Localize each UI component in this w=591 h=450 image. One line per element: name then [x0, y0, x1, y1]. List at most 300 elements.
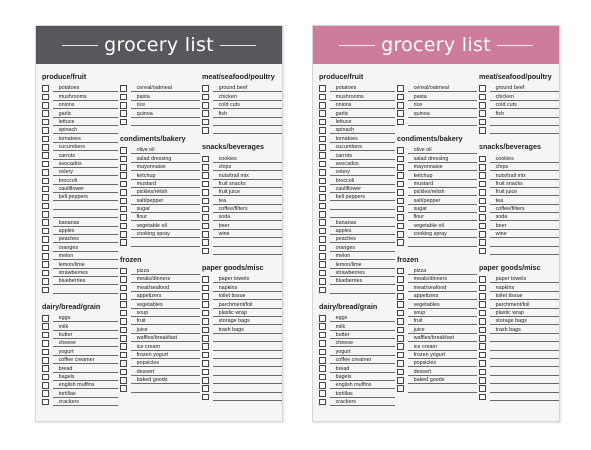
list-item	[479, 205, 559, 213]
item-checkbox[interactable]	[202, 189, 209, 196]
item-checkbox[interactable]	[202, 369, 209, 376]
item-checkbox[interactable]	[42, 119, 49, 126]
column-2	[397, 72, 477, 401]
item-checkbox[interactable]	[42, 186, 49, 193]
item-checkbox[interactable]	[202, 102, 209, 109]
item-checkbox[interactable]	[319, 127, 326, 134]
item-checkbox[interactable]	[42, 203, 49, 210]
item-checkbox[interactable]	[479, 394, 486, 401]
item-checkbox[interactable]	[42, 270, 49, 277]
item-checkbox[interactable]	[120, 276, 127, 283]
item-checkbox[interactable]	[120, 352, 127, 359]
item-checkbox[interactable]	[397, 310, 404, 317]
item-checkbox[interactable]	[120, 119, 127, 126]
list-item	[319, 235, 395, 243]
item-label	[213, 377, 282, 384]
item-checkbox[interactable]	[397, 214, 404, 221]
item-label	[213, 386, 282, 393]
item-checkbox[interactable]	[120, 369, 127, 376]
item-checkbox[interactable]	[397, 206, 404, 213]
item-checkbox[interactable]	[397, 377, 404, 384]
item-checkbox[interactable]	[202, 127, 209, 134]
item-checkbox[interactable]	[42, 382, 49, 389]
item-checkbox[interactable]	[479, 164, 486, 171]
item-label: melon	[53, 253, 118, 260]
item-checkbox[interactable]	[202, 172, 209, 179]
item-checkbox[interactable]	[120, 214, 127, 221]
section-title: produce/fruit	[42, 72, 87, 81]
item-checkbox[interactable]	[202, 343, 209, 350]
item-checkbox[interactable]	[120, 102, 127, 109]
item-checkbox[interactable]	[120, 268, 127, 275]
item-checkbox[interactable]	[42, 110, 49, 117]
item-checkbox[interactable]	[42, 261, 49, 268]
list-item	[120, 317, 200, 325]
list-item	[42, 260, 118, 268]
item-label: cookies	[213, 156, 282, 163]
item-checkbox[interactable]	[42, 357, 49, 364]
item-checkbox[interactable]	[479, 119, 486, 126]
item-label: melon	[330, 253, 395, 260]
list-item	[479, 247, 559, 255]
item-checkbox[interactable]	[479, 327, 486, 334]
item-checkbox[interactable]	[397, 119, 404, 126]
item-checkbox[interactable]	[120, 85, 127, 92]
item-checkbox[interactable]	[202, 394, 209, 401]
item-checkbox[interactable]	[42, 253, 49, 260]
item-checkbox[interactable]	[202, 310, 209, 317]
item-checkbox[interactable]	[202, 164, 209, 171]
list-item	[397, 230, 477, 238]
item-checkbox[interactable]	[202, 214, 209, 221]
list-item	[397, 283, 477, 291]
item-checkbox[interactable]	[202, 231, 209, 238]
item-checkbox[interactable]	[479, 127, 486, 134]
item-label: pizza	[131, 268, 200, 275]
item-checkbox[interactable]	[42, 127, 49, 134]
item-checkbox[interactable]	[42, 102, 49, 109]
list-item	[202, 109, 282, 117]
item-checkbox[interactable]	[319, 186, 326, 193]
list-item	[120, 196, 200, 204]
item-checkbox[interactable]	[42, 323, 49, 330]
item-checkbox[interactable]	[319, 211, 326, 218]
item-label: quinoa	[408, 111, 477, 118]
item-checkbox[interactable]	[397, 268, 404, 275]
item-checkbox[interactable]	[202, 110, 209, 117]
item-checkbox[interactable]	[42, 245, 49, 252]
item-label: soup	[408, 310, 477, 317]
item-label: peaches	[330, 236, 395, 243]
item-checkbox[interactable]	[42, 194, 49, 201]
list-item	[42, 92, 118, 100]
list-item	[319, 364, 395, 372]
list-item	[397, 196, 477, 204]
list-item	[120, 334, 200, 342]
item-checkbox[interactable]	[42, 219, 49, 226]
item-checkbox[interactable]	[319, 219, 326, 226]
section-title: frozen	[397, 254, 419, 264]
item-checkbox[interactable]	[202, 119, 209, 126]
list-section	[120, 72, 200, 126]
item-checkbox[interactable]	[120, 360, 127, 367]
list-item	[120, 109, 200, 117]
list-item	[202, 376, 282, 384]
item-checkbox[interactable]	[319, 365, 326, 372]
item-checkbox[interactable]	[319, 374, 326, 381]
item-checkbox[interactable]	[479, 385, 486, 392]
list-item	[319, 314, 395, 322]
item-checkbox[interactable]	[397, 335, 404, 342]
item-checkbox[interactable]	[120, 301, 127, 308]
item-checkbox[interactable]	[397, 327, 404, 334]
item-checkbox[interactable]	[397, 164, 404, 171]
item-checkbox[interactable]	[319, 261, 326, 268]
item-checkbox[interactable]	[397, 189, 404, 196]
item-checkbox[interactable]	[397, 385, 404, 392]
item-checkbox[interactable]	[120, 164, 127, 171]
item-checkbox[interactable]	[120, 335, 127, 342]
list-item	[479, 221, 559, 229]
list-item	[202, 180, 282, 188]
item-checkbox[interactable]	[397, 223, 404, 230]
item-checkbox[interactable]	[397, 369, 404, 376]
item-checkbox[interactable]	[202, 285, 209, 292]
item-checkbox[interactable]	[120, 206, 127, 213]
list-item	[479, 118, 559, 126]
list-item	[319, 269, 395, 277]
item-checkbox[interactable]	[319, 94, 326, 101]
item-checkbox[interactable]	[479, 301, 486, 308]
item-checkbox[interactable]	[319, 245, 326, 252]
item-checkbox[interactable]	[319, 236, 326, 243]
list-item	[479, 292, 559, 300]
item-checkbox[interactable]	[120, 385, 127, 392]
item-checkbox[interactable]	[319, 287, 326, 294]
item-checkbox[interactable]	[120, 181, 127, 188]
item-checkbox[interactable]	[319, 136, 326, 143]
list-item	[319, 347, 395, 355]
item-checkbox[interactable]	[319, 85, 326, 92]
item-checkbox[interactable]	[120, 239, 127, 246]
list-item	[202, 283, 282, 291]
item-checkbox[interactable]	[120, 94, 127, 101]
item-checkbox[interactable]	[319, 194, 326, 201]
item-label: fruit juice	[213, 189, 282, 196]
item-checkbox[interactable]	[479, 318, 486, 325]
item-checkbox[interactable]	[42, 85, 49, 92]
item-checkbox[interactable]	[120, 223, 127, 230]
item-checkbox[interactable]	[479, 189, 486, 196]
item-checkbox[interactable]	[42, 278, 49, 285]
item-checkbox[interactable]	[397, 352, 404, 359]
item-checkbox[interactable]	[319, 110, 326, 117]
column-3	[202, 72, 282, 409]
item-checkbox[interactable]	[120, 327, 127, 334]
item-checkbox[interactable]	[120, 293, 127, 300]
item-label: avocados	[53, 161, 118, 168]
item-checkbox[interactable]	[479, 293, 486, 300]
item-checkbox[interactable]	[202, 377, 209, 384]
item-checkbox[interactable]	[479, 276, 486, 283]
item-checkbox[interactable]	[479, 248, 486, 255]
list-item	[120, 384, 200, 392]
item-checkbox[interactable]	[397, 147, 404, 154]
item-checkbox[interactable]	[120, 343, 127, 350]
item-checkbox[interactable]	[120, 231, 127, 238]
list-item	[202, 292, 282, 300]
item-label: olive oil	[131, 147, 200, 154]
list-section	[202, 263, 282, 401]
item-checkbox[interactable]	[319, 357, 326, 364]
item-checkbox[interactable]	[319, 152, 326, 159]
item-checkbox[interactable]	[202, 85, 209, 92]
item-checkbox[interactable]	[42, 161, 49, 168]
item-checkbox[interactable]	[397, 110, 404, 117]
item-checkbox[interactable]	[42, 315, 49, 322]
item-checkbox[interactable]	[202, 352, 209, 359]
item-checkbox[interactable]	[42, 178, 49, 185]
item-checkbox[interactable]	[397, 360, 404, 367]
item-checkbox[interactable]	[42, 169, 49, 176]
item-label: cauliflower	[330, 186, 395, 193]
item-checkbox[interactable]	[397, 198, 404, 205]
item-label: bread	[53, 366, 118, 373]
item-label	[330, 211, 395, 218]
item-label: chips	[490, 164, 559, 171]
item-checkbox[interactable]	[397, 293, 404, 300]
item-checkbox[interactable]	[202, 318, 209, 325]
grocery-list-pink	[312, 25, 560, 422]
list-item	[479, 351, 559, 359]
list-item	[120, 342, 200, 350]
item-checkbox[interactable]	[479, 206, 486, 213]
item-checkbox[interactable]	[319, 340, 326, 347]
item-checkbox[interactable]	[479, 285, 486, 292]
item-checkbox[interactable]	[42, 211, 49, 218]
item-label: bell peppers	[330, 194, 395, 201]
list-item	[319, 185, 395, 193]
item-checkbox[interactable]	[479, 369, 486, 376]
item-checkbox[interactable]	[120, 318, 127, 325]
item-label: napkins	[213, 285, 282, 292]
list-item	[120, 283, 200, 291]
item-checkbox[interactable]	[319, 390, 326, 397]
item-label: fruit	[131, 318, 200, 325]
item-checkbox[interactable]	[479, 85, 486, 92]
item-checkbox[interactable]	[42, 144, 49, 151]
item-label: eggs	[53, 315, 118, 322]
item-label: english muffins	[53, 382, 118, 389]
item-label: rice	[408, 102, 477, 109]
item-checkbox[interactable]	[202, 360, 209, 367]
item-checkbox[interactable]	[319, 332, 326, 339]
item-checkbox[interactable]	[319, 169, 326, 176]
item-checkbox[interactable]	[120, 172, 127, 179]
item-checkbox[interactable]	[42, 390, 49, 397]
list-item	[479, 154, 559, 162]
item-checkbox[interactable]	[202, 206, 209, 213]
item-label: salad dressing	[408, 156, 477, 163]
item-checkbox[interactable]	[202, 301, 209, 308]
item-label	[408, 386, 477, 393]
item-checkbox[interactable]	[202, 335, 209, 342]
item-checkbox[interactable]	[479, 223, 486, 230]
item-label: mayonnaise	[131, 164, 200, 171]
item-label: tomatoes	[53, 136, 118, 143]
list-item	[397, 238, 477, 246]
item-checkbox[interactable]	[397, 276, 404, 283]
item-checkbox[interactable]	[202, 248, 209, 255]
item-label	[213, 335, 282, 342]
list-item	[479, 126, 559, 134]
item-checkbox[interactable]	[397, 301, 404, 308]
item-label: soda	[490, 214, 559, 221]
item-label: bagels	[330, 374, 395, 381]
item-checkbox[interactable]	[202, 327, 209, 334]
item-checkbox[interactable]	[479, 198, 486, 205]
item-label: sugar	[131, 206, 200, 213]
item-checkbox[interactable]	[120, 285, 127, 292]
item-checkbox[interactable]	[397, 231, 404, 238]
item-checkbox[interactable]	[397, 102, 404, 109]
list-item	[202, 118, 282, 126]
item-checkbox[interactable]	[42, 236, 49, 243]
item-checkbox[interactable]	[319, 349, 326, 356]
item-label: oranges	[330, 245, 395, 252]
item-checkbox[interactable]	[202, 181, 209, 188]
list-item	[479, 325, 559, 333]
item-checkbox[interactable]	[42, 349, 49, 356]
item-checkbox[interactable]	[319, 315, 326, 322]
list-item	[397, 351, 477, 359]
item-label: cold cuts	[490, 102, 559, 109]
section-title: dairy/bread/grain	[42, 301, 101, 311]
item-label: celery	[330, 169, 395, 176]
item-checkbox[interactable]	[42, 228, 49, 235]
item-checkbox[interactable]	[479, 94, 486, 101]
item-checkbox[interactable]	[120, 377, 127, 384]
item-checkbox[interactable]	[479, 172, 486, 179]
item-checkbox[interactable]	[319, 323, 326, 330]
list-item	[479, 283, 559, 291]
item-checkbox[interactable]	[202, 293, 209, 300]
item-checkbox[interactable]	[479, 310, 486, 317]
item-checkbox[interactable]	[120, 189, 127, 196]
item-label: trash bags	[213, 327, 282, 334]
item-checkbox[interactable]	[397, 181, 404, 188]
item-checkbox[interactable]	[120, 147, 127, 154]
list-item	[120, 267, 200, 275]
section-title: snacks/beverages	[479, 142, 541, 152]
list-item	[397, 384, 477, 392]
item-checkbox[interactable]	[397, 172, 404, 179]
item-checkbox[interactable]	[319, 228, 326, 235]
item-checkbox[interactable]	[479, 110, 486, 117]
item-checkbox[interactable]	[202, 198, 209, 205]
item-checkbox[interactable]	[479, 231, 486, 238]
item-checkbox[interactable]	[202, 223, 209, 230]
item-checkbox[interactable]	[202, 276, 209, 283]
item-checkbox[interactable]	[42, 399, 49, 406]
item-checkbox[interactable]	[319, 278, 326, 285]
list-item	[397, 376, 477, 384]
item-label: apples	[53, 228, 118, 235]
item-checkbox[interactable]	[319, 178, 326, 185]
item-checkbox[interactable]	[479, 214, 486, 221]
item-checkbox[interactable]	[42, 340, 49, 347]
item-checkbox[interactable]	[319, 270, 326, 277]
item-checkbox[interactable]	[120, 110, 127, 117]
item-label: onions	[53, 102, 118, 109]
item-checkbox[interactable]	[202, 94, 209, 101]
item-checkbox[interactable]	[319, 203, 326, 210]
list-item	[319, 92, 395, 100]
list-item	[202, 126, 282, 134]
item-checkbox[interactable]	[397, 156, 404, 163]
item-checkbox[interactable]	[202, 239, 209, 246]
item-label: garlic	[53, 111, 118, 118]
item-checkbox[interactable]	[479, 181, 486, 188]
list-item	[42, 235, 118, 243]
item-label: frozen yogurt	[408, 352, 477, 359]
item-checkbox[interactable]	[42, 136, 49, 143]
item-checkbox[interactable]	[479, 239, 486, 246]
item-label: pizza	[408, 268, 477, 275]
item-checkbox[interactable]	[202, 385, 209, 392]
item-checkbox[interactable]	[479, 335, 486, 342]
item-checkbox[interactable]	[120, 198, 127, 205]
item-checkbox[interactable]	[319, 399, 326, 406]
item-checkbox[interactable]	[397, 239, 404, 246]
item-checkbox[interactable]	[479, 343, 486, 350]
item-checkbox[interactable]	[397, 318, 404, 325]
item-checkbox[interactable]	[397, 343, 404, 350]
item-checkbox[interactable]	[42, 94, 49, 101]
item-checkbox[interactable]	[42, 152, 49, 159]
item-checkbox[interactable]	[120, 156, 127, 163]
list-item	[397, 292, 477, 300]
item-checkbox[interactable]	[397, 85, 404, 92]
item-checkbox[interactable]	[319, 253, 326, 260]
item-label	[213, 352, 282, 359]
item-checkbox[interactable]	[42, 374, 49, 381]
list-item	[319, 252, 395, 260]
item-checkbox[interactable]	[397, 285, 404, 292]
item-checkbox[interactable]	[479, 352, 486, 359]
item-label: chips	[213, 164, 282, 171]
item-checkbox[interactable]	[120, 310, 127, 317]
item-checkbox[interactable]	[479, 360, 486, 367]
item-checkbox[interactable]	[42, 287, 49, 294]
item-checkbox[interactable]	[42, 332, 49, 339]
item-checkbox[interactable]	[397, 94, 404, 101]
section-title	[120, 72, 200, 82]
item-checkbox[interactable]	[202, 156, 209, 163]
item-checkbox[interactable]	[319, 144, 326, 151]
item-checkbox[interactable]	[319, 382, 326, 389]
item-checkbox[interactable]	[42, 365, 49, 372]
item-checkbox[interactable]	[319, 119, 326, 126]
item-label: pasta	[408, 94, 477, 101]
item-checkbox[interactable]	[319, 102, 326, 109]
item-checkbox[interactable]	[479, 377, 486, 384]
list-item	[120, 292, 200, 300]
list-item	[319, 322, 395, 330]
item-checkbox[interactable]	[479, 102, 486, 109]
item-checkbox[interactable]	[319, 161, 326, 168]
item-checkbox[interactable]	[479, 156, 486, 163]
